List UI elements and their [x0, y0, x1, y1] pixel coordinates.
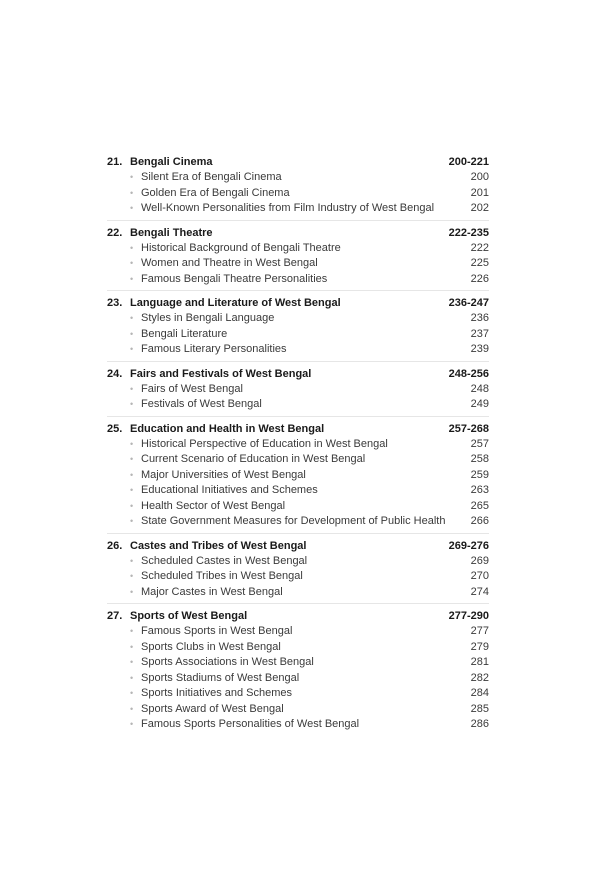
chapter-heading[interactable]	[107, 366, 489, 382]
topic-page-number: 200	[470, 171, 489, 183]
topic-entry[interactable]	[107, 437, 489, 453]
topic-entry[interactable]	[107, 717, 489, 733]
table-of-contents	[107, 154, 489, 740]
topic-page-number: 226	[470, 272, 489, 285]
topic-page-number: 257	[470, 437, 489, 450]
topic-page-number: 281	[470, 656, 489, 668]
topic-title: Famous Literary Personalities	[141, 343, 287, 355]
topic-title: State Government Measures for Development of Public Health	[141, 515, 446, 527]
topic-title: Well-Known Personalities from Film Industry of West Bengal	[141, 202, 435, 214]
topic-page-number: 201	[470, 186, 489, 199]
topic-title: Famous Sports Personalities of West Bengal	[141, 718, 360, 730]
topic-title: Famous Sports in West Bengal	[141, 625, 293, 637]
chapter-page-range: 236-247	[448, 297, 489, 309]
topic-page-number: 225	[470, 257, 489, 269]
chapter-number: 27.	[107, 610, 123, 622]
bullet-icon: •	[130, 187, 134, 198]
chapter-page-range: 222-235	[448, 226, 489, 239]
topic-entry[interactable]	[107, 397, 489, 413]
bullet-icon: •	[130, 454, 134, 464]
topic-entry[interactable]	[107, 624, 489, 640]
chapter-number: 23.	[107, 297, 123, 309]
topic-page-number: 277	[470, 625, 489, 637]
bullet-icon: •	[130, 657, 134, 667]
bullet-icon: •	[130, 203, 134, 213]
toc-chapter-section	[107, 154, 489, 221]
bullet-icon: •	[130, 383, 134, 394]
bullet-icon: •	[130, 586, 134, 597]
topic-entry[interactable]	[107, 585, 489, 601]
topic-title: Sports Associations in West Bengal	[141, 656, 314, 668]
topic-title: Educational Initiatives and Schemes	[141, 484, 318, 496]
topic-page-number: 265	[470, 499, 489, 512]
bullet-icon: •	[130, 485, 134, 495]
chapter-heading[interactable]	[107, 154, 489, 170]
bullet-icon: •	[130, 399, 134, 409]
topic-page-number: 279	[470, 640, 489, 653]
topic-entry[interactable]	[107, 272, 489, 288]
topic-title: Silent Era of Bengali Cinema	[141, 171, 282, 183]
chapter-title: Bengali Cinema	[130, 156, 213, 168]
bullet-icon: •	[130, 500, 134, 511]
topic-entry[interactable]	[107, 382, 489, 398]
topic-title: Scheduled Tribes in West Bengal	[141, 570, 303, 582]
topic-page-number: 258	[470, 453, 489, 465]
toc-chapter-section	[107, 366, 489, 417]
bullet-icon: •	[130, 172, 134, 182]
chapter-number: 22.	[107, 226, 123, 239]
topic-page-number: 274	[470, 585, 489, 598]
bullet-icon: •	[130, 273, 134, 284]
chapter-heading[interactable]	[107, 225, 489, 241]
topic-title: Sports Stadiums of West Bengal	[141, 671, 300, 684]
chapter-title: Fairs and Festivals of West Bengal	[130, 367, 312, 380]
bullet-icon: •	[130, 719, 134, 729]
bullet-icon: •	[130, 438, 134, 449]
topic-page-number: 285	[470, 702, 489, 715]
chapter-title: Sports of West Bengal	[130, 610, 248, 622]
topic-entry[interactable]	[107, 256, 489, 272]
chapter-number: 21.	[107, 156, 123, 168]
bullet-icon: •	[130, 571, 134, 581]
topic-page-number: 259	[470, 468, 489, 481]
bullet-icon: •	[130, 313, 134, 323]
topic-entry[interactable]	[107, 655, 489, 671]
topic-page-number: 286	[470, 718, 489, 730]
bullet-icon: •	[130, 703, 134, 714]
topic-title: Bengali Literature	[141, 327, 228, 340]
bullet-icon: •	[130, 641, 134, 652]
topic-page-number: 263	[470, 484, 489, 496]
chapter-title: Language and Literature of West Bengal	[130, 297, 341, 309]
topic-title: Fairs of West Bengal	[141, 382, 243, 395]
topic-page-number: 236	[470, 312, 489, 324]
chapter-heading[interactable]	[107, 538, 489, 554]
bullet-icon: •	[130, 344, 134, 354]
topic-entry[interactable]	[107, 170, 489, 186]
topic-page-number: 222	[470, 241, 489, 254]
bullet-icon: •	[130, 258, 134, 268]
chapter-title: Bengali Theatre	[130, 226, 213, 239]
topic-entry[interactable]	[107, 499, 489, 515]
topic-title: Golden Era of Bengali Cinema	[141, 186, 290, 199]
bullet-icon: •	[130, 328, 134, 339]
chapter-number: 25.	[107, 422, 123, 435]
chapter-title: Castes and Tribes of West Bengal	[130, 539, 307, 552]
chapter-number: 24.	[107, 367, 123, 380]
topic-title: Major Castes in West Bengal	[141, 585, 283, 598]
topic-entry[interactable]	[107, 327, 489, 343]
topic-entry[interactable]	[107, 483, 489, 499]
topic-entry[interactable]	[107, 671, 489, 687]
chapter-number: 26.	[107, 539, 123, 552]
bullet-icon: •	[130, 516, 134, 526]
topic-title: Scheduled Castes in West Bengal	[141, 554, 308, 567]
topic-entry[interactable]	[107, 241, 489, 257]
chapter-heading[interactable]	[107, 608, 489, 624]
bullet-icon: •	[130, 242, 134, 253]
toc-chapter-section	[107, 421, 489, 534]
topic-title: Styles in Bengali Language	[141, 312, 275, 324]
toc-chapter-section	[107, 295, 489, 362]
topic-entry[interactable]	[107, 468, 489, 484]
topic-title: Festivals of West Bengal	[141, 398, 262, 410]
toc-chapter-section	[107, 608, 489, 736]
topic-title: Sports Award of West Bengal	[141, 702, 284, 715]
chapter-title: Education and Health in West Bengal	[130, 422, 325, 435]
topic-page-number: 202	[470, 202, 489, 214]
topic-page-number: 249	[470, 398, 489, 410]
topic-title: Historical Background of Bengali Theatre	[141, 241, 341, 254]
bullet-icon: •	[130, 469, 134, 480]
topic-title: Women and Theatre in West Bengal	[141, 257, 318, 269]
topic-page-number: 282	[470, 671, 489, 684]
topic-entry[interactable]	[107, 186, 489, 202]
topic-title: Famous Bengali Theatre Personalities	[141, 272, 328, 285]
chapter-page-range: 200-221	[448, 156, 489, 168]
topic-entry[interactable]	[107, 201, 489, 217]
topic-page-number: 270	[470, 570, 489, 582]
toc-chapter-section	[107, 225, 489, 292]
chapter-heading[interactable]	[107, 295, 489, 311]
topic-entry[interactable]	[107, 702, 489, 718]
topic-page-number: 239	[470, 343, 489, 355]
topic-page-number: 284	[470, 687, 489, 699]
topic-page-number: 248	[470, 382, 489, 395]
topic-title: Health Sector of West Bengal	[141, 499, 286, 512]
topic-entry[interactable]	[107, 569, 489, 585]
topic-page-number: 237	[470, 327, 489, 340]
bullet-icon: •	[130, 626, 134, 636]
topic-title: Historical Perspective of Education in West Bengal	[141, 437, 388, 450]
chapter-heading[interactable]	[107, 421, 489, 437]
bullet-icon: •	[130, 555, 134, 566]
topic-title: Current Scenario of Education in West Bengal	[141, 453, 366, 465]
topic-entry[interactable]	[107, 514, 489, 530]
topic-page-number: 266	[470, 515, 489, 527]
topic-entry[interactable]	[107, 311, 489, 327]
topic-title: Major Universities of West Bengal	[141, 468, 306, 481]
bullet-icon: •	[130, 688, 134, 698]
topic-title: Sports Clubs in West Bengal	[141, 640, 281, 653]
topic-title: Sports Initiatives and Schemes	[141, 687, 293, 699]
chapter-page-range: 257-268	[448, 422, 489, 435]
topic-entry[interactable]	[107, 452, 489, 468]
chapter-page-range: 269-276	[448, 539, 489, 552]
toc-chapter-section	[107, 538, 489, 605]
topic-entry[interactable]	[107, 640, 489, 656]
chapter-page-range: 277-290	[448, 610, 489, 622]
chapter-page-range: 248-256	[448, 367, 489, 380]
topic-entry[interactable]	[107, 342, 489, 358]
topic-page-number: 269	[470, 554, 489, 567]
topic-entry[interactable]	[107, 554, 489, 570]
topic-entry[interactable]	[107, 686, 489, 702]
bullet-icon: •	[130, 672, 134, 683]
